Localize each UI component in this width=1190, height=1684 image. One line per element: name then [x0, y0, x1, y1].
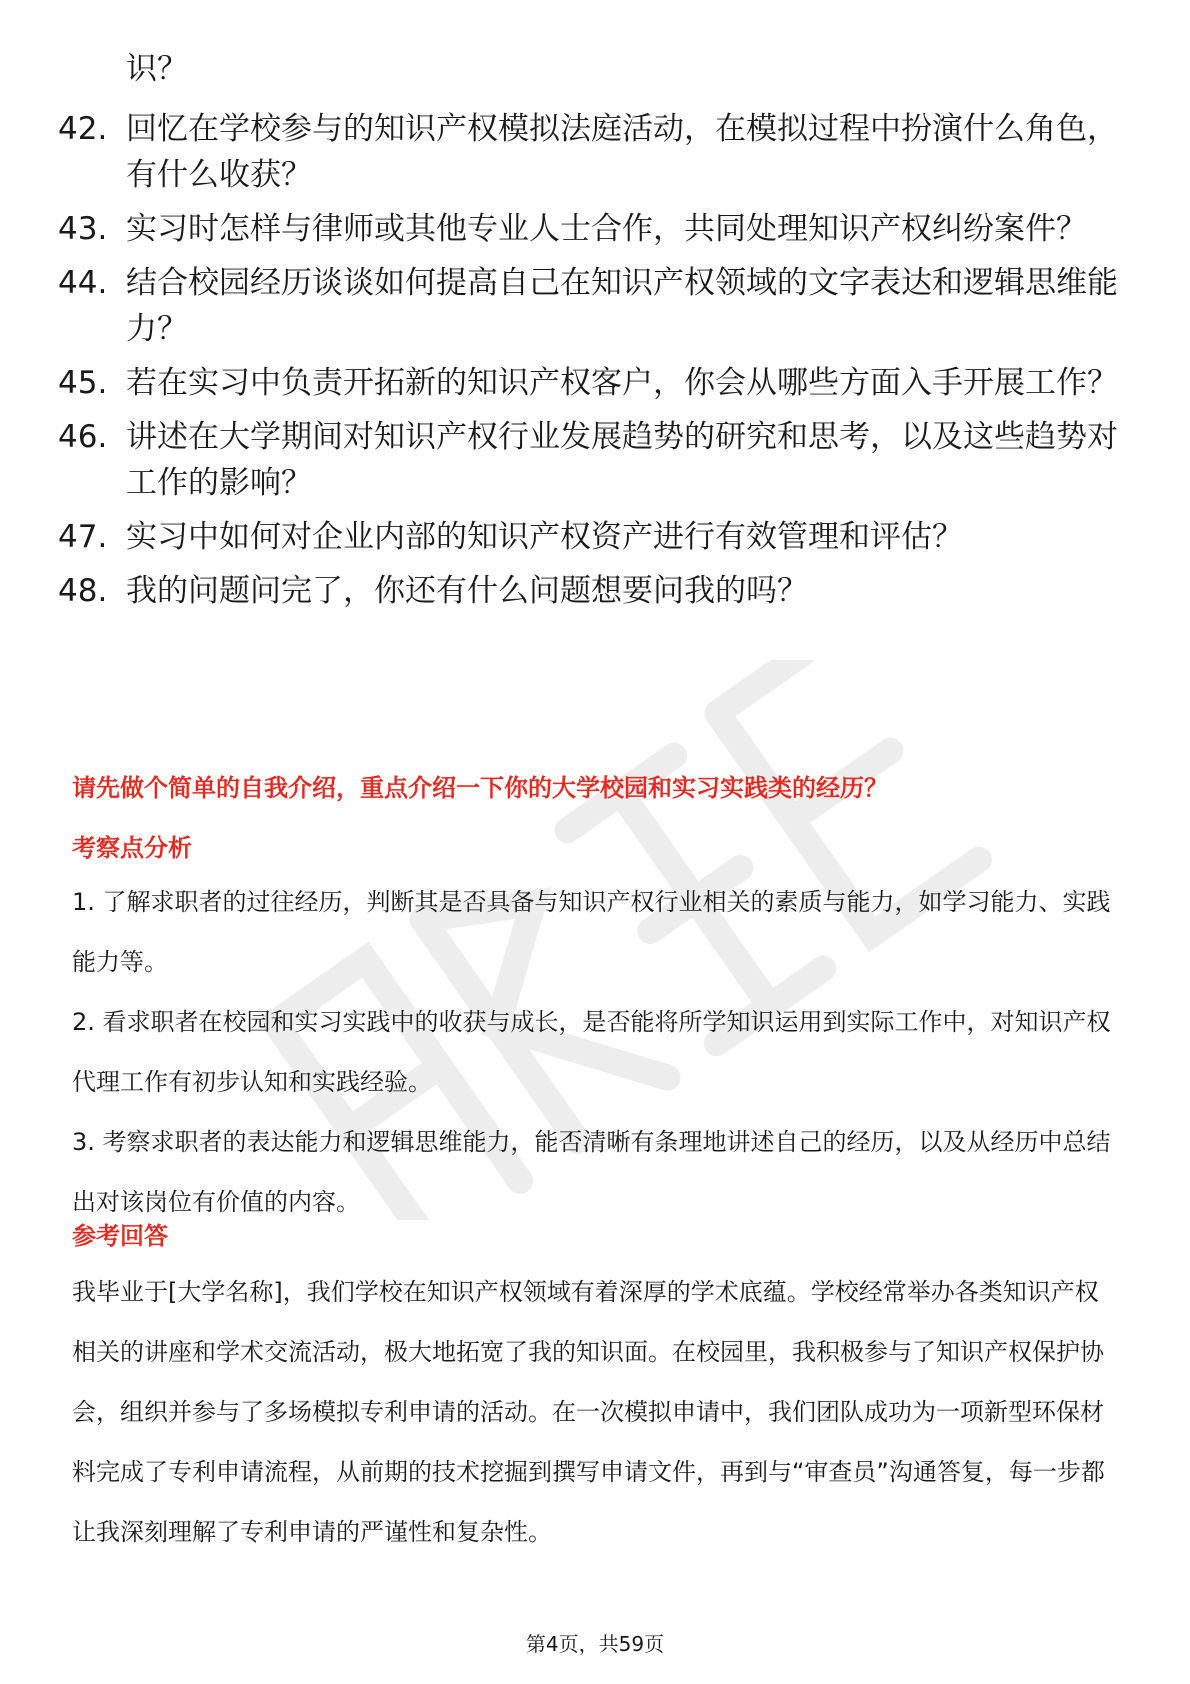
analysis-point: 1. 了解求职者的过往经历，判断其是否具备与知识产权行业相关的素质与能力，如学习能力、实践能力等。 — [72, 888, 1111, 976]
question-text: 我的问题问完了，你还有什么问题想要问我的吗？ — [126, 573, 808, 609]
question-list — [58, 46, 1118, 622]
question-number: 45. — [58, 365, 108, 401]
list-item — [58, 514, 1118, 560]
page-footer: 第4页，共59页 — [525, 1632, 665, 1656]
analysis-heading: 考察点分析 — [72, 834, 192, 862]
question-text: 讲述在大学期间对知识产权行业发展趋势的研究和思考，以及这些趋势对工作的影响？ — [126, 419, 1118, 501]
question-text: 实习时怎样与律师或其他专业人士合作，共同处理知识产权纠纷案件？ — [126, 211, 1087, 247]
answer-paragraph: 我毕业于[大学名称]，我们学校在知识产权领域有着深厚的学术底蕴。学校经常举办各类知识产权相关的讲座和学术交流活动，极大地拓宽了我的知识面。在校园里，我积极参与了知识产权保护协会，组织并参与了多场模拟专利申请的活动。在一次模拟申请中，我们团队成功为一项新型环保材料完成了专利申请流程，从前期的技术挖掘到撰写申请文件，再到与“审查员”沟通答复，每一步都让我深刻理解了专利申请的严谨性和复杂性。 — [72, 1278, 1105, 1546]
question-text: 实习中如何对企业内部的知识产权资产进行有效管理和评估？ — [126, 519, 963, 555]
list-item — [58, 106, 1118, 198]
question-text: 识？ — [126, 51, 188, 87]
list-item — [58, 260, 1118, 352]
question-text: 回忆在学校参与的知识产权模拟法庭活动，在模拟过程中扮演什么角色，有什么收获？ — [126, 111, 1118, 193]
question-number: 42. — [58, 111, 108, 147]
question-text: 若在实习中负责开拓新的知识产权客户，你会从哪些方面入手开展工作？ — [126, 365, 1118, 401]
list-item — [58, 414, 1118, 506]
question-number: 46. — [58, 419, 108, 455]
analysis-point: 3. 考察求职者的表达能力和逻辑思维能力，能否清晰有条理地讲述自己的经历，以及从经历中总结出对该岗位有价值的内容。 — [72, 1128, 1111, 1216]
question-number: 43. — [58, 211, 108, 247]
question-number: 48. — [58, 573, 108, 609]
answer-heading: 参考回答 — [72, 1222, 168, 1250]
analysis-point: 2. 看求职者在校园和实习实践中的收获与成长，是否能将所学知识运用到实际工作中，对知识产权代理工作有初步认知和实践经验。 — [72, 1008, 1111, 1096]
section-question-heading: 请先做个简单的自我介绍，重点介绍一下你的大学校园和实习实践类的经历？ — [72, 774, 888, 802]
list-item — [58, 206, 1118, 252]
list-item — [58, 568, 1118, 614]
list-item — [58, 46, 1118, 92]
question-text: 结合校园经历谈谈如何提高自己在知识产权领域的文字表达和逻辑思维能力？ — [126, 265, 1118, 347]
list-item — [58, 360, 1118, 406]
question-number: 44. — [58, 265, 108, 301]
question-number: 47. — [58, 519, 108, 555]
